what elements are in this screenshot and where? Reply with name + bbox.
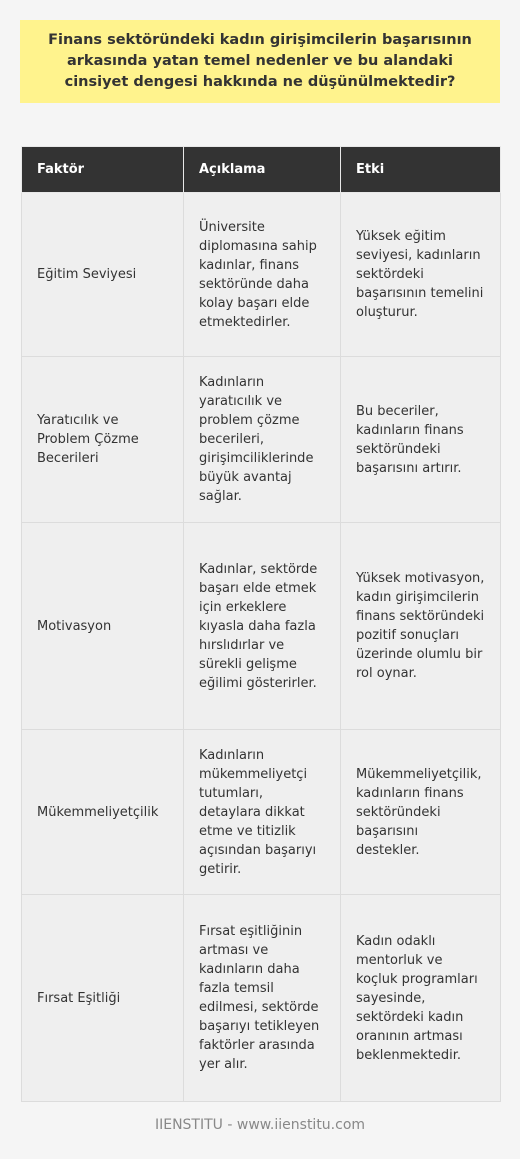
cell-description: Üniversite diplomasına sahip kadınlar, finans sektöründe daha kolay başarı elde etmektedirler.: [184, 193, 341, 357]
header-effect: Etki: [341, 147, 501, 193]
cell-effect: Yüksek motivasyon, kadın girişimcilerin finans sektöründeki pozitif sonuçları üzerinde olumlu bir rol oynar.: [341, 523, 501, 730]
footer-credit: IIENSTITU - www.iienstitu.com: [154, 1117, 366, 1133]
cell-factor: Fırsat Eşitliği: [22, 895, 184, 1102]
cell-description: Kadınların mükemmeliyetçi tutumları, detaylara dikkat etme ve titizlik açısından başarıyı getirir.: [184, 730, 341, 895]
cell-effect: Bu beceriler, kadınların finans sektöründeki başarısını artırır.: [341, 357, 501, 523]
cell-factor: Yaratıcılık ve Problem Çözme Becerileri: [22, 357, 184, 523]
header-description: Açıklama: [184, 147, 341, 193]
table-row: [22, 895, 501, 1102]
table-row: [22, 730, 501, 895]
cell-description: Fırsat eşitliğinin artması ve kadınların daha fazla temsil edilmesi, sektörde başarıyı tetikleyen faktörler arasında yer alır.: [184, 895, 341, 1102]
factor-table: [21, 146, 501, 1102]
cell-factor: Mükemmeliyetçilik: [22, 730, 184, 895]
cell-description: Kadınların yaratıcılık ve problem çözme becerileri, girişimciliklerinde büyük avantaj sağlar.: [184, 357, 341, 523]
header-factor: Faktör: [22, 147, 184, 193]
table-row: [22, 193, 501, 357]
cell-effect: Mükemmeliyetçilik, kadınların finans sektöründeki başarısını destekler.: [341, 730, 501, 895]
cell-factor: Eğitim Seviyesi: [22, 193, 184, 357]
cell-effect: Kadın odaklı mentorluk ve koçluk programları sayesinde, sektördeki kadın oranının artması beklenmektedir.: [341, 895, 501, 1102]
cell-factor: Motivasyon: [22, 523, 184, 730]
page-title: Finans sektöründeki kadın girişimcilerin başarısının arkasında yatan temel nedenler ve bu alandaki cinsiyet dengesi hakkında ne düşünülmektedir?: [20, 20, 500, 103]
cell-effect: Yüksek eğitim seviyesi, kadınların sektördeki başarısının temelini oluşturur.: [341, 193, 501, 357]
table-row: [22, 523, 501, 730]
table-row: [22, 357, 501, 523]
table-header-row: [22, 147, 501, 193]
cell-description: Kadınlar, sektörde başarı elde etmek için erkeklere kıyasla daha fazla hırslıdırlar ve sürekli gelişme eğilimi gösterirler.: [184, 523, 341, 730]
